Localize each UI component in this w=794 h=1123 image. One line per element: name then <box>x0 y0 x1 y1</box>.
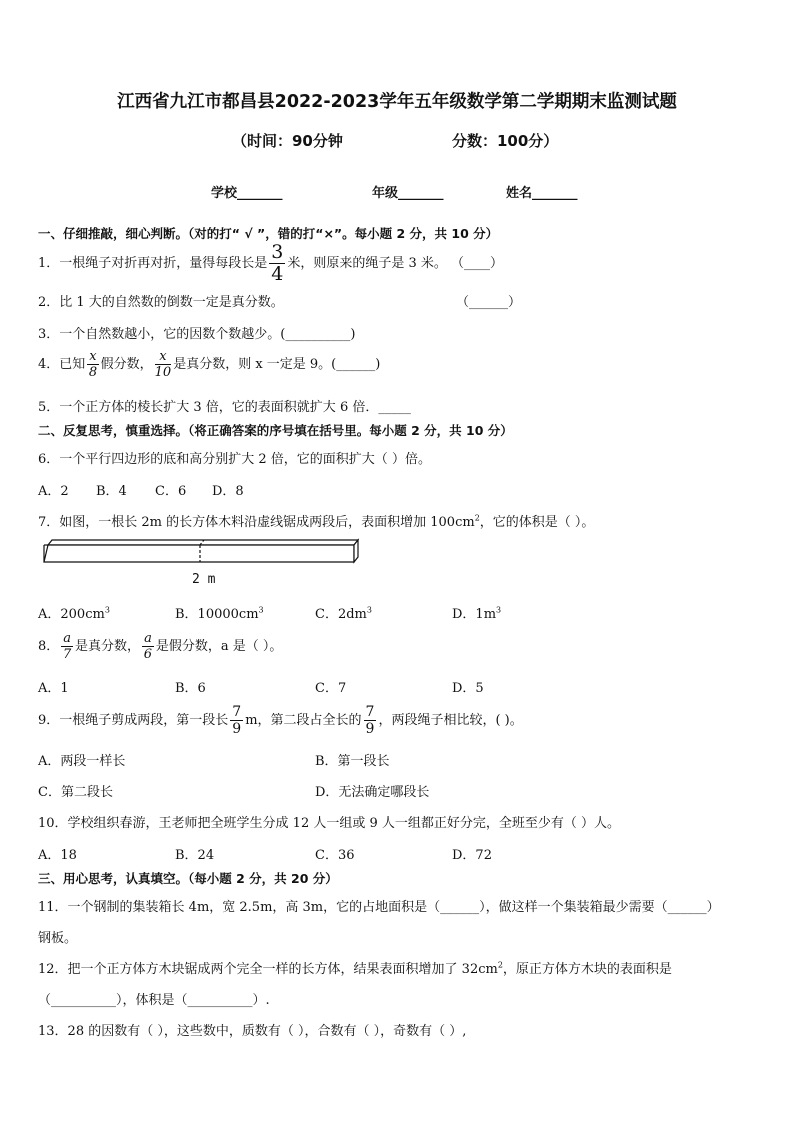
question-8 <box>38 632 282 661</box>
fraction-x-10: $\frac{x}{10}$ <box>154 349 172 380</box>
q8-text-mid: 是真分数， <box>75 639 141 654</box>
question-9 <box>38 705 523 736</box>
fraction-7-9-a: $\frac{7}{9}$ <box>232 704 242 737</box>
q8-option-d: D．5 <box>452 681 484 696</box>
question-13: 13．28 的因数有（ ），这些数中，质数有（ ），合数有（ ），奇数有（ ）, <box>38 1024 467 1039</box>
q10-option-c: C．36 <box>315 848 355 863</box>
q1-text-end: 米，则原来的绳子是 3 米。 （____） <box>287 256 504 271</box>
q9-text: 9．一根绳子剪成两段，第一段长 <box>38 713 229 728</box>
fraction-a-7: $\frac{a}{7}$ <box>63 631 72 662</box>
q6-option-a: A．2 <box>38 484 69 499</box>
q9-text-mid: m，第二段占全长的 <box>245 713 362 728</box>
page-title: 江西省九江市都昌县2022-2023学年五年级数学第二学期期末监测试题 <box>117 92 677 112</box>
q7-text: 7．如图，一根长 2m 的长方体木料沿虚线锯成两段后，表面积增加 100cm <box>38 515 475 530</box>
question-4 <box>38 350 380 379</box>
question-3: 3．一个自然数越小，它的因数个数越少。(__________) <box>38 327 356 342</box>
q12-text-end: ，原正方体方木块的表面积是 <box>502 962 672 977</box>
figure-length-label: 2 m <box>192 572 216 587</box>
q6-option-b: B．4 <box>96 484 127 499</box>
question-1 <box>38 243 503 284</box>
q4-text-end: 是真分数，则 x 一定是 9。(______) <box>173 357 381 372</box>
q7-text-end: ，它的体积是（ ）。 <box>479 515 595 530</box>
question-7 <box>38 511 594 530</box>
fraction-7-9-b: $\frac{7}{9}$ <box>365 704 375 737</box>
q9-option-a: A．两段一样长 <box>38 754 126 769</box>
q9-text-end: ，两段绳子相比较，( )。 <box>378 713 523 728</box>
question-10: 10．学校组织春游，王老师把全班学生分成 12 人一组或 9 人一组都正好分完，全班至少有（ ）人。 <box>38 816 621 831</box>
fraction-3-4: $\frac{3}{4}$ <box>271 241 284 285</box>
question-11-cont: 钢板。 <box>38 931 78 946</box>
cuboid-wood-figure <box>40 536 362 566</box>
school-field: 学校_______ <box>211 186 283 201</box>
q10-option-b: B．24 <box>175 848 215 863</box>
q2-answer-blank: （______） <box>456 295 522 310</box>
q4-text: 4．已知 <box>38 357 86 372</box>
q7-superscript: 2 <box>474 513 480 523</box>
name-field: 姓名_______ <box>506 186 578 201</box>
q8-text: 8． <box>38 639 60 654</box>
time-info: （时间：90分钟 <box>232 132 343 150</box>
section-3-heading: 三、用心思考，认真填空。（每小题 2 分，共 20 分） <box>38 871 338 886</box>
q7-option-c: C．$2dm^3$ <box>315 605 372 622</box>
q4-text-mid: 假分数， <box>100 357 153 372</box>
question-12-cont: （__________），体积是（__________）. <box>38 993 270 1008</box>
q8-option-b: B．6 <box>175 681 206 696</box>
q8-option-c: C．7 <box>315 681 347 696</box>
section-2-heading: 二、反复思考，慎重选择。（将正确答案的序号填在括号里。每小题 2 分，共 10 分） <box>38 423 513 438</box>
question-5: 5．一个正方体的棱长扩大 3 倍，它的表面积就扩大 6 倍．_____ <box>38 400 411 415</box>
q9-option-b: B．第一段长 <box>315 754 390 769</box>
grade-field: 年级_______ <box>372 186 444 201</box>
q10-option-a: A．18 <box>38 848 77 863</box>
question-11: 11．一个钢制的集装箱长 4m，宽 2.5m，高 3m，它的占地面积是（______），做这样一个集装箱最少需要（______） <box>38 900 720 915</box>
q9-option-d: D．无法确定哪段长 <box>315 785 430 800</box>
q12-superscript: 2 <box>497 960 503 970</box>
q8-text-end: 是假分数，a 是（ ）。 <box>155 639 283 654</box>
q6-option-d: D．8 <box>212 484 244 499</box>
q7-option-a: A．$200cm^3$ <box>38 605 110 622</box>
q7-option-d: D．$1m^3$ <box>452 605 502 622</box>
q7-option-b: B．$10000cm^3$ <box>175 605 264 622</box>
fraction-x-8: $\frac{x}{8}$ <box>88 349 98 380</box>
q10-option-d: D．72 <box>452 848 492 863</box>
question-2: 2．比 1 大的自然数的倒数一定是真分数。 <box>38 295 284 310</box>
q6-option-c: C．6 <box>155 484 187 499</box>
section-1-heading: 一、仔细推敲，细心判断。（对的打“ √ ”，错的打“×”。每小题 2 分，共 10 分） <box>38 226 499 241</box>
q1-text: 1．一根绳子对折再对折，量得每段长是 <box>38 256 268 271</box>
score-info: 分数：100分） <box>452 132 559 150</box>
fraction-a-6: $\frac{a}{6}$ <box>143 631 153 662</box>
q8-option-a: A．1 <box>38 681 69 696</box>
question-6: 6．一个平行四边形的底和高分别扩大 2 倍，它的面积扩大（ ）倍。 <box>38 452 431 467</box>
q12-text: 12．把一个正方体方木块锯成两个完全一样的长方体，结果表面积增加了 32cm <box>38 962 498 977</box>
question-12 <box>38 958 672 977</box>
q9-option-c: C．第二段长 <box>38 785 113 800</box>
